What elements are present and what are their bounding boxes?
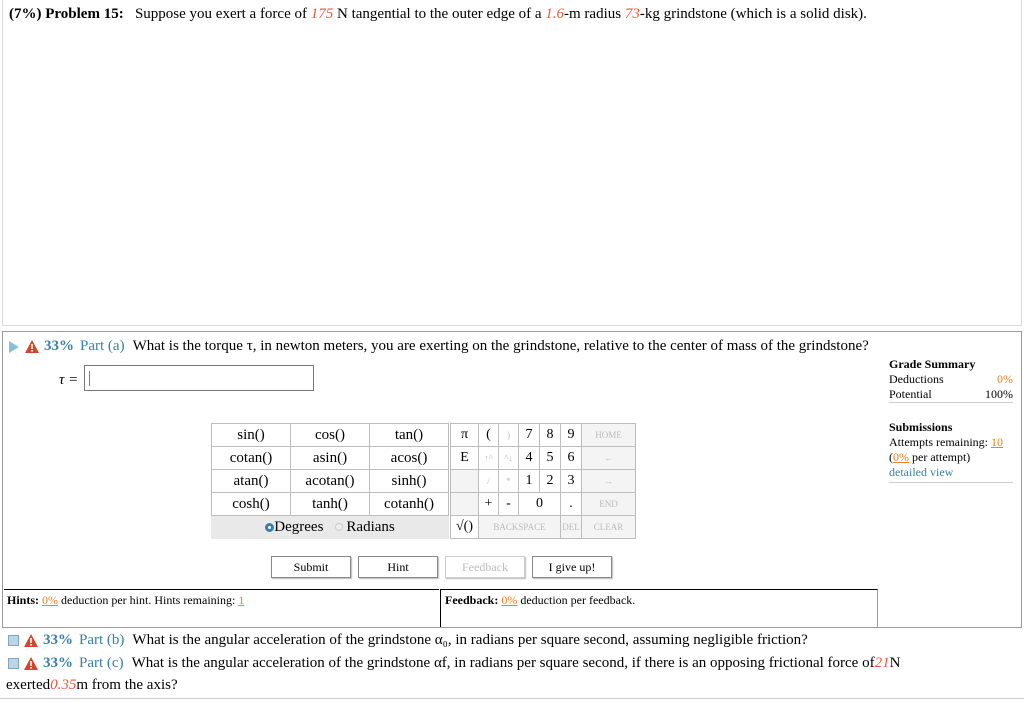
close-paren-key[interactable]: ) [499,424,519,447]
right-arrow-key[interactable]: → [582,470,636,493]
blank-key [451,470,479,493]
angle-mode-row [212,516,449,539]
radians-radio[interactable] [335,523,343,531]
attempts-value: 10 [990,435,1003,449]
sqrt-key[interactable]: √() [451,516,479,539]
decimal-key[interactable]: . [561,493,582,516]
superscript-down-key[interactable]: ^↓ [499,447,519,470]
pi-key[interactable]: π [451,424,479,447]
per-attempt-pct: 0% [893,450,909,464]
acotan-button[interactable]: acotan() [291,470,370,493]
part-b-question: What is the angular acceleration of the grindstone α₀, in radians per square second, assuming negligible friction? [132,632,808,648]
radians-label: Radians [346,518,395,535]
part-b-percent: 33% [43,632,73,648]
divide-key[interactable]: / [479,470,499,493]
key-1[interactable]: 1 [519,470,540,493]
clear-key[interactable]: CLEAR [582,516,636,539]
key-5[interactable]: 5 [540,447,561,470]
problem-panel [2,0,1022,326]
sinh-button[interactable]: sinh() [370,470,449,493]
key-4[interactable]: 4 [519,447,540,470]
expand-arrow-icon[interactable] [9,341,19,353]
cos-button[interactable]: cos() [291,424,370,447]
number-keypad [450,423,636,539]
grade-summary-title: Grade Summary [889,357,976,371]
potential-value: 100% [985,387,1013,401]
force-value: 175 [310,6,334,22]
degrees-label: Degrees [274,518,324,535]
hints-label: Hints: [7,593,40,607]
superscript-up-key[interactable]: ↑^ [479,447,499,470]
key-9[interactable]: 9 [561,424,582,447]
problem-text-1: Suppose you exert a force of [134,6,311,22]
part-a-label: Part (a) [80,338,125,354]
backspace-key[interactable]: BACKSPACE [479,516,561,539]
minus-key[interactable]: - [499,493,519,516]
hint-button[interactable]: Hint [358,556,438,578]
end-key[interactable]: END [582,493,636,516]
mass-value: 73 [624,6,640,22]
detailed-view-link[interactable]: detailed view [889,465,954,479]
feedback-panel [440,589,878,627]
friction-force-value: 21 [874,655,890,671]
problem-statement [9,6,867,23]
acos-button[interactable]: acos() [370,447,449,470]
answer-label: τ = [59,372,79,388]
problem-weight: (7%) [9,6,42,22]
part-b-row[interactable] [8,632,808,649]
warning-icon [25,340,39,353]
part-c-question-3: exerted [6,677,51,693]
asin-button[interactable]: asin() [291,447,370,470]
feedback-label: Feedback: [445,593,499,607]
e-key[interactable]: E [451,447,479,470]
problem-number: Problem 15: [45,6,124,22]
hints-pct: 0% [42,593,59,607]
home-key[interactable]: HOME [582,424,636,447]
part-b-label: Part (b) [79,632,125,648]
open-paren-key[interactable]: ( [479,424,499,447]
part-c-row[interactable] [8,655,900,672]
key-3[interactable]: 3 [561,470,582,493]
submit-button[interactable]: Submit [271,556,351,578]
cotanh-button[interactable]: cotanh() [370,493,449,516]
expand-square-icon[interactable] [8,658,19,669]
hints-remaining: 1 [238,593,245,607]
feedback-pct: 0% [501,593,518,607]
attempts-label: Attempts remaining: [889,435,991,449]
part-c-question-2: N [889,655,901,671]
expand-square-icon[interactable] [8,635,19,646]
problem-text-4: -kg grindstone (which is a solid disk). [639,6,867,22]
warning-icon [24,657,38,670]
bottom-divider [0,698,1024,699]
cotan-button[interactable]: cotan() [212,447,291,470]
problem-text-2: N tangential to the outer edge of a [333,6,546,22]
potential-label: Potential [889,387,932,401]
tanh-button[interactable]: tanh() [291,493,370,516]
feedback-button[interactable]: Feedback [445,556,525,578]
part-c-row-2 [6,677,178,694]
part-c-question-1: What is the angular acceleration of the grindstone αf, in radians per square second, if there is an opposing frictional force of [131,655,875,671]
submissions-panel: Submissions Attempts remaining: 10 (0% per attempt) detailed view [889,420,1013,483]
radius-value: 1.6 [545,6,565,22]
sin-button[interactable]: sin() [212,424,291,447]
key-7[interactable]: 7 [519,424,540,447]
warning-icon [24,634,38,647]
give-up-button[interactable]: I give up! [532,556,612,578]
blank-key-2 [451,493,479,516]
degrees-radio[interactable] [265,523,274,532]
part-c-percent: 33% [43,655,73,671]
cosh-button[interactable]: cosh() [212,493,291,516]
answer-input[interactable] [84,365,314,391]
distance-value: 0.35 [50,677,77,693]
feedback-text: deduction per feedback. [517,593,636,607]
hints-panel [4,589,439,627]
key-0[interactable]: 0 [519,493,561,516]
function-keypad [211,423,449,539]
submissions-title: Submissions [889,420,953,434]
hints-text: deduction per hint. Hints remaining: [58,593,239,607]
atan-button[interactable]: atan() [212,470,291,493]
key-8[interactable]: 8 [540,424,561,447]
part-a-percent: 33% [44,338,74,354]
del-key[interactable]: DEL [561,516,582,539]
text-cursor [89,371,90,386]
part-c-question-4: m from the axis? [76,677,178,693]
multiply-key[interactable]: * [499,470,519,493]
key-6[interactable]: 6 [561,447,582,470]
key-2[interactable]: 2 [540,470,561,493]
tan-button[interactable]: tan() [370,424,449,447]
part-a-question: What is the torque τ, in newton meters, you are exerting on the grindstone, relative to the center of mass of the grindstone? [132,338,869,354]
grade-summary [889,357,1013,403]
problem-text-3: -m radius [564,6,625,22]
part-a-header [9,338,869,355]
plus-key[interactable]: + [479,493,499,516]
deductions-label: Deductions [889,372,944,386]
part-c-label: Part (c) [79,655,124,671]
per-attempt-text: per attempt) [909,450,971,464]
left-arrow-key[interactable]: ← [582,447,636,470]
deductions-value: 0% [997,372,1013,386]
